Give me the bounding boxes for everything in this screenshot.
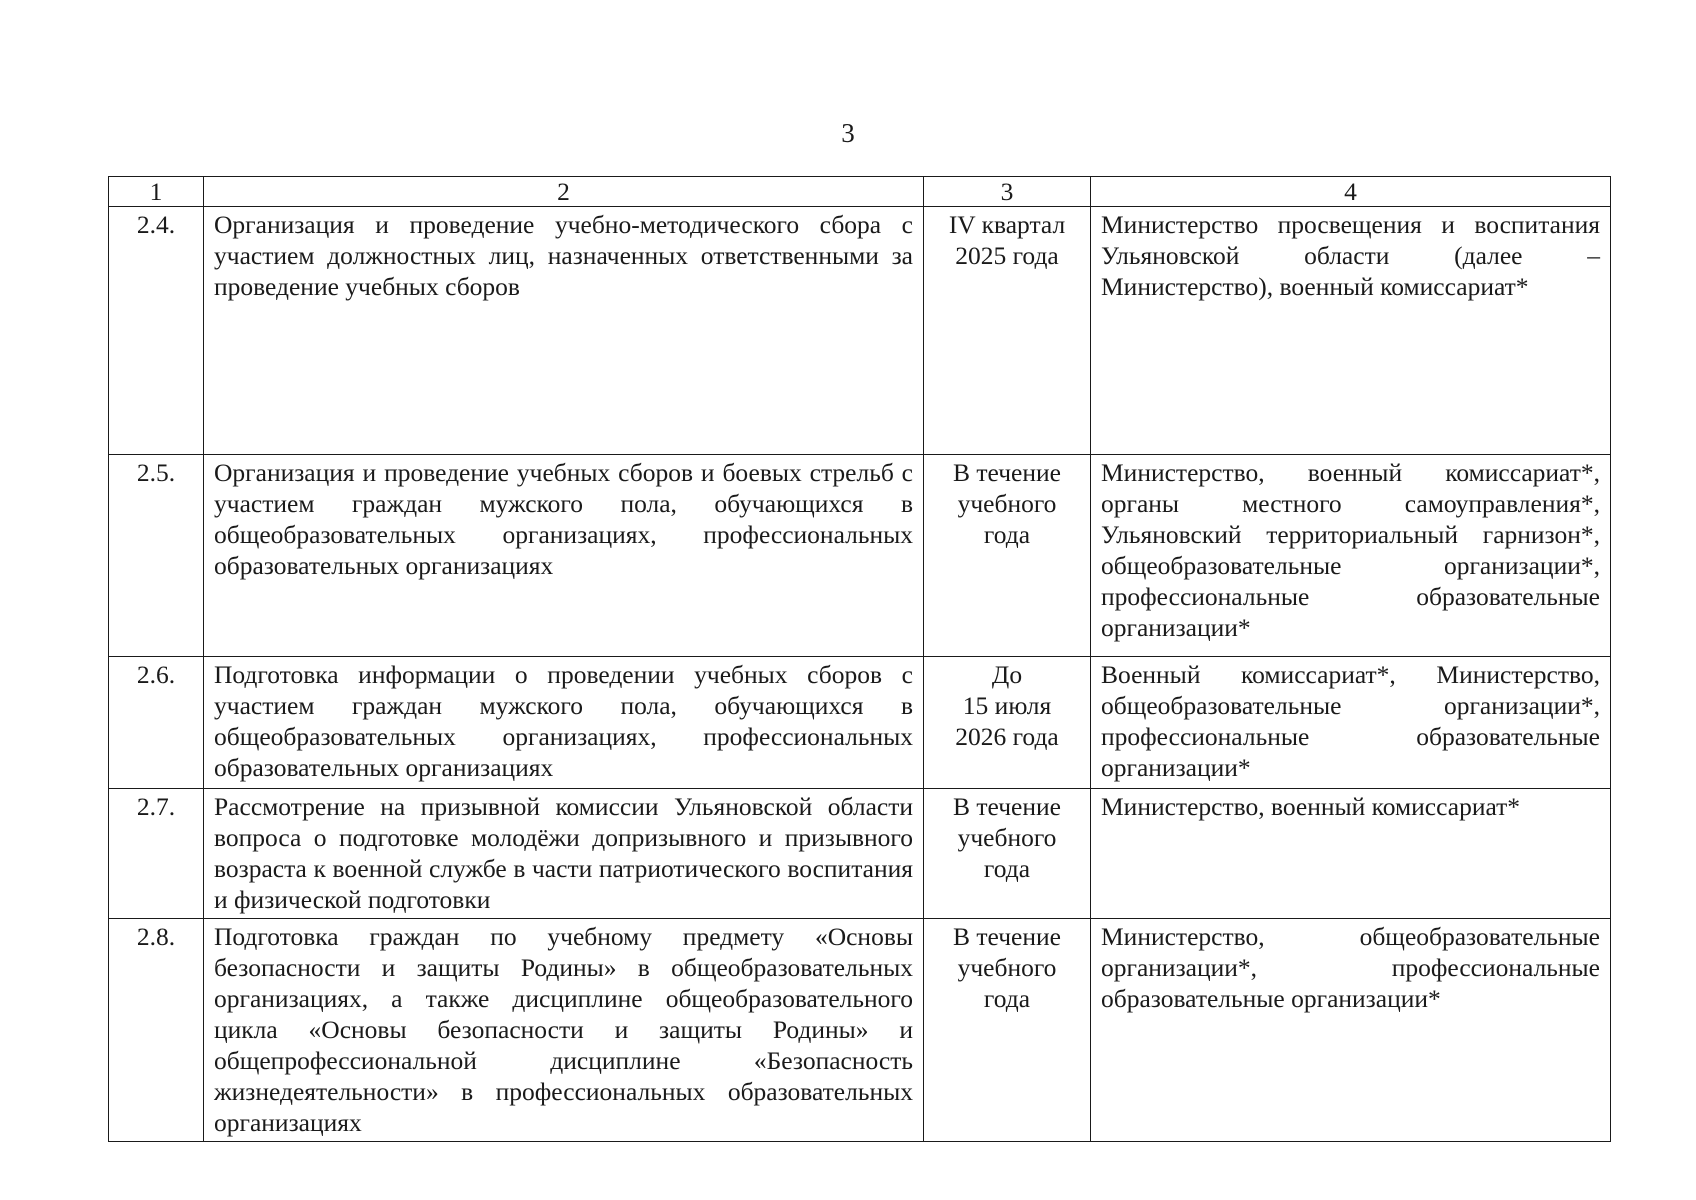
column-header-2: 2 [204, 177, 924, 207]
item-number: 2.4. [109, 207, 204, 455]
deadline-line: учебного [957, 953, 1057, 982]
column-header-3: 3 [924, 177, 1091, 207]
item-responsible: Министерство, общеобразовательные организации*, профессиональные образовательные организации* [1091, 919, 1611, 1142]
item-number: 2.6. [109, 657, 204, 789]
item-description: Организация и проведение учебных сборов и боевых стрельб с участием граждан мужского пола, обучающихся в общеобразовательных организациях, профессиональных образовательных организациях [204, 455, 924, 657]
item-description: Подготовка информации о проведении учебных сборов с участием граждан мужского пола, обучающихся в общеобразовательных организациях, профессиональных образовательных организациях [204, 657, 924, 789]
deadline-line: года [983, 854, 1031, 883]
item-description: Организация и проведение учебно-методического сбора с участием должностных лиц, назначенных ответственными за проведение учебных сборов [204, 207, 924, 455]
column-header-1: 1 [109, 177, 204, 207]
item-responsible: Военный комиссариат*, Министерство, общеобразовательные организации*, профессиональные образовательные организации* [1091, 657, 1611, 789]
header-row [109, 177, 1611, 207]
plan-table [108, 176, 1611, 1142]
deadline-line: 15 июля [962, 691, 1052, 720]
table-row [109, 455, 1611, 657]
item-number: 2.5. [109, 455, 204, 657]
deadline-line: IV квартал [948, 210, 1066, 239]
item-deadline [924, 207, 1091, 455]
table-row [109, 919, 1611, 1142]
item-description: Рассмотрение на призывной комиссии Ульяновской области вопроса о подготовке молодёжи допризывного и призывного возраста к военной службе в части патриотического воспитания и физической подготовки [204, 789, 924, 919]
item-number: 2.7. [109, 789, 204, 919]
table-row [109, 789, 1611, 919]
deadline-line: До [991, 660, 1023, 689]
deadline-line: В течение [953, 922, 1061, 951]
item-deadline [924, 455, 1091, 657]
column-header-4: 4 [1091, 177, 1611, 207]
deadline-line: года [983, 520, 1031, 549]
deadline-line: учебного [957, 489, 1057, 518]
table-row [109, 207, 1611, 455]
item-deadline [924, 789, 1091, 919]
item-responsible: Министерство, военный комиссариат*, органы местного самоуправления*, Ульяновский территориальный гарнизон*, общеобразовательные организации*, профессиональные образовательные организации* [1091, 455, 1611, 657]
page-number: 3 [841, 118, 855, 148]
item-deadline [924, 919, 1091, 1142]
deadline-line: учебного [957, 823, 1057, 852]
deadline-line: В течение [953, 458, 1061, 487]
deadline-line: 2025 года [955, 241, 1059, 270]
item-number: 2.8. [109, 919, 204, 1142]
item-responsible: Министерство просвещения и воспитания Ульяновской области (далее – Министерство), военный комиссариат* [1091, 207, 1611, 455]
deadline-line: 2026 года [955, 722, 1059, 751]
table-row [109, 657, 1611, 789]
item-responsible: Министерство, военный комиссариат* [1091, 789, 1611, 919]
item-description: Подготовка граждан по учебному предмету «Основы безопасности и защиты Родины» в общеобразовательных организациях, а также дисциплине общеобразовательного цикла «Основы безопасности и защиты Родины» и общепрофессиональной дисциплине «Безопасность жизнедеятельности» в профессиональных образовательных организациях [204, 919, 924, 1142]
deadline-line: В течение [953, 792, 1061, 821]
deadline-line: года [983, 984, 1031, 1013]
item-deadline [924, 657, 1091, 789]
